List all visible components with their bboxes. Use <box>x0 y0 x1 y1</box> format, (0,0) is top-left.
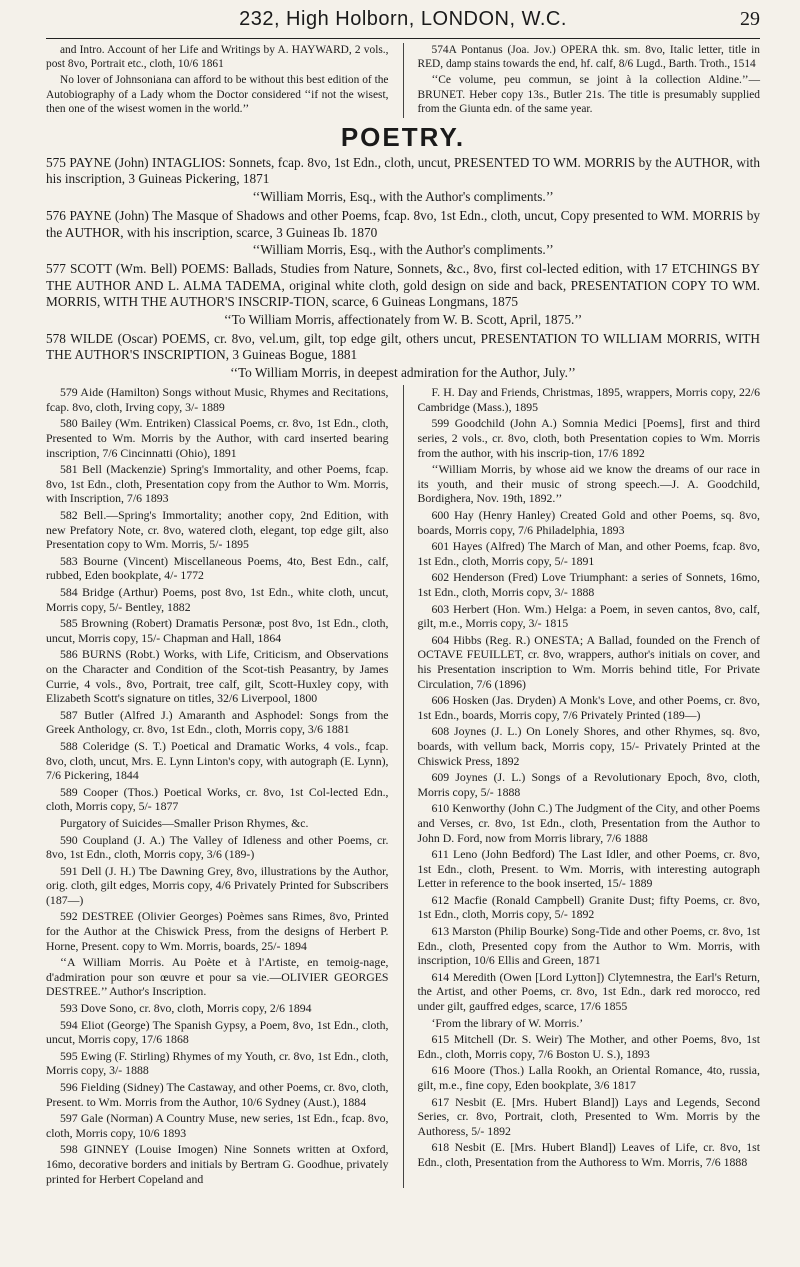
section-title: POETRY. <box>340 122 466 153</box>
list-item: 612 Macfie (Ronald Campbell) Granite Dust; fifty Poems, cr. 8vo, 1st Edn., cloth, Morris copy, 5/- 1892 <box>417 892 760 922</box>
column-divider <box>403 385 404 1188</box>
list-item: 592 DESTREE (Olivier Georges) Poèmes sans Rimes, 8vo, Printed for the Author at the Chiswick Press, from the designs of Herbert P. Horne, Present. copy to Wm. Morris, boards, 25/- 1894 <box>46 909 389 953</box>
list-item: 598 GINNEY (Louise Imogen) Nine Sonnets written at Oxford, 16mo, decorative borders and initials by Bertram G. Goodhue, privately printed for Herbert Copeland and <box>46 1142 389 1186</box>
list-item: F. H. Day and Friends, Christmas, 1895, wrappers, Morris copy, 22/6 Cambridge (Mass.), 1895 <box>417 385 760 414</box>
poetry-full-width <box>46 155 760 381</box>
inscription-577: ‘‘To William Morris, affectionately from W. B. Scott, April, 1875.’’ <box>223 311 583 327</box>
list-item: 606 Hosken (Jas. Dryden) A Monk's Love, and other Poems, cr. 8vo, 1st Edn., boards, Morris copy, 7/6 Privately Printed (189—) <box>417 693 760 722</box>
list-item: 588 Coleridge (S. T.) Poetical and Dramatic Works, 4 vols., fcap. 8vo, cloth, uncut, Mrs. E. Lynn Linton's copy, with autograph (E. Lynn), 7/6 Pickering, 1844 <box>46 738 389 783</box>
inscription-575: ‘‘William Morris, Esq., with the Author's compliments.’’ <box>252 188 554 204</box>
entry-576: 576 PAYNE (John) The Masque of Shadows and other Poems, fcap. 8vo, 1st Edn., cloth, uncut, Copy presented to WM. MORRIS by the AUTHOR, with his inscription, scarce, 3 Guineas Ib. 1870 <box>46 208 760 240</box>
list-item: 581 Bell (Mackenzie) Spring's Immortality, and other Poems, fcap. 8vo, 1st Edn., cloth, Presentation copy from the Author to Wm. Morris, with Inscription, 7/6 1893 <box>46 462 389 506</box>
list-item: 591 Dell (J. H.) Tbe Dawning Grey, 8vo, illustrations by the Author, orig. cloth, gilt edges, Morris copy, 4/6 Privately Printed for Subscribers (187—) <box>46 863 389 907</box>
list-item: 610 Kenworthy (John C.) The Judgment of the City, and other Poems and Verses, cr. 8vo, 1st Edn., cloth, Presentation from the Author to John D. Ford, now from Morris library, 7/6 1888 <box>417 801 760 845</box>
intro-left-note: No lover of Johnsoniana can afford to be without this best edition of the Autobiography of a Lady whom the Doctor considered ‘‘if not the wisest, then one of the wisest women in the world.’’ <box>46 74 389 115</box>
list-item: 599 Goodchild (John A.) Somnia Medici [Poems], first and third series, 2 vols., cr. 8vo, cloth, both Presentation copies to Wm. Morris from the author, with his inscrip-tion, 17/6 1892 <box>417 416 760 460</box>
running-header <box>46 0 760 38</box>
list-item: 586 BURNS (Robt.) Works, with Life, Criticism, and Observations on the Character and Condition of the Scot-tish Peasantry, by James Currie, 4 vols., 8vo, Portrait, tree calf, gilt, Scott-Huxley copy, with Elizabeth Scott's signature on titles, 32/6 Liverpool, 1800 <box>46 647 389 706</box>
column-divider <box>403 43 404 118</box>
list-item: 593 Dove Sono, cr. 8vo, cloth, Morris copy, 2/6 1894 <box>60 1001 312 1016</box>
entry-577: 577 SCOTT (Wm. Bell) POEMS: Ballads, Studies from Nature, Sonnets, &c., 8vo, first col-lected edition, with 17 ETCHINGS BY THE AUTHOR AND L. ALMA TADEMA, original white cloth, gold design on side and back, PRESENTATION COPY TO WM. MORRIS, WITH THE AUTHOR'S INSCRIP-TION, scarce, 6 Guineas Longmans, 1875 <box>46 261 760 310</box>
intro-columns <box>46 43 760 118</box>
list-item: 609 Joynes (J. L.) Songs of a Revolutionary Epoch, 8vo, cloth, Morris copy, 5/- 1888 <box>417 770 760 799</box>
header-rule <box>46 38 760 39</box>
list-item: 603 Herbert (Hon. Wm.) Helga: a Poem, in seven cantos, 8vo, calf, gilt, m.e., Morris copy, 3/- 1815 <box>417 601 760 631</box>
list-item: 617 Nesbit (E. [Mrs. Hubert Bland]) Lays and Legends, Second Series, cr. 8vo, Portrait, cloth, Presented to Wm. Morris by the Authoress, 5/- 1892 <box>417 1094 760 1138</box>
list-item: 589 Cooper (Thos.) Poetical Works, cr. 8vo, 1st Col-lected Edn., cloth, Morris copy, 5/- 1877 <box>46 784 389 814</box>
list-item: 614 Meredith (Owen [Lord Lytton]) Clytemnestra, the Earl's Return, the Artist, and other Poems, cr. 8vo, 1st Edn., dark red morocco, red under gilt, gauffred edges, scarce, 17/6 1855 <box>417 969 760 1014</box>
list-item: 584 Bridge (Arthur) Poems, post 8vo, 1st Edn., white cloth, uncut, Morris copy, 5/- Bentley, 1882 <box>46 585 389 614</box>
intro-left-entry: and Intro. Account of her Life and Writings by A. HAYWARD, 2 vols., post 8vo, Portrait etc., cloth, 10/6 1861 <box>46 44 389 71</box>
header-title: 232, High Holborn, LONDON, W.C. <box>239 8 567 30</box>
list-item: 587 Butler (Alfred J.) Amaranth and Asphodel: Songs from the Greek Anthology, cr. 8vo, 1st Edn., cloth, Morris copy, 3/6 1881 <box>46 707 389 737</box>
intro-left <box>46 43 389 118</box>
list-item: 615 Mitchell (Dr. S. Weir) The Mother, and other Poems, 8vo, 1st Edn., cloth, Morris copy, 7/6 Boston U. S.), 1893 <box>417 1032 760 1061</box>
list-item: 611 Leno (John Bedford) The Last Idler, and other Poems, cr. 8vo, 1st Edn., cloth, Present. to Wm. Morris, with interesting autograph Letter in reference to the book inserted, 15/- 1889 <box>417 847 760 891</box>
list-item: 601 Hayes (Alfred) The March of Man, and other Poems, fcap. 8vo, 1st Edn., cloth, Morris copy, 5/- 1891 <box>417 539 760 568</box>
list-item: 600 Hay (Henry Hanley) Created Gold and other Poems, sq. 8vo, boards, Morris copy, 7/6 Philadelphia, 1893 <box>417 508 760 537</box>
poetry-columns <box>46 385 760 1188</box>
list-item: Purgatory of Suicides—Smaller Prison Rhymes, &c. <box>60 815 309 830</box>
left-column <box>46 385 389 1188</box>
entry-578: 578 WILDE (Oscar) POEMS, cr. 8vo, vel.um, gilt, top edge gilt, others uncut, PRESENTATION TO WILLIAM MORRIS, WITH THE AUTHOR'S INSCRIPTION, 3 Guineas Bogue, 1881 <box>46 331 760 363</box>
list-item: ‘From the library of W. Morris.’ <box>431 1015 584 1030</box>
list-item: 583 Bourne (Vincent) Miscellaneous Poems, 4to, Best Edn., calf, rubbed, Eden bookplate, 4/- 1772 <box>46 553 389 583</box>
list-item: 616 Moore (Thos.) Lalla Rookh, an Oriental Romance, 4to, russia, gilt, m.e., fine copy, Eden bookplate, 3/6 1817 <box>417 1063 760 1093</box>
list-item: 602 Henderson (Fred) Love Triumphant: a series of Sonnets, 16mo, 1st Edn., cloth, Morris copv, 3/- 1888 <box>417 570 760 600</box>
right-column <box>418 385 761 1188</box>
list-item: 618 Nesbit (E. [Mrs. Hubert Bland]) Leaves of Life, cr. 8vo, 1st Edn., cloth, Presentation from the Authoress to Wm. Morris, 7/6 1888 <box>417 1140 760 1169</box>
entry-575: 575 PAYNE (John) INTAGLIOS: Sonnets, fcap. 8vo, 1st Edn., cloth, uncut, PRESENTED TO WM. MORRIS by the AUTHOR, with his inscription, 3 Guineas Pickering, 1871 <box>46 155 760 187</box>
list-item: 596 Fielding (Sidney) The Castaway, and other Poems, cr. 8vo, cloth, Present. to Wm. Morris from the Author, 10/6 Sydney (Aust.), 1884 <box>46 1080 389 1109</box>
list-item: 590 Coupland (J. A.) The Valley of Idleness and other Poems, cr. 8vo, 1st Edn., cloth, Morris copy, 3/6 (189-) <box>46 832 389 862</box>
inscription-578: ‘‘To William Morris, in deepest admiration for the Author, July.’’ <box>230 364 576 380</box>
list-item: 594 Eliot (George) The Spanish Gypsy, a Poem, 8vo, 1st Edn., cloth, uncut, Morris copy, 17/6 1868 <box>46 1017 389 1047</box>
list-item: 604 Hibbs (Reg. R.) ONESTA; A Ballad, founded on the French of OCTAVE FEUILLET, cr. 8vo, wrappers, author's initials on cover, and his Presentation inscription to Wm. Morris behind title, For Private Circulation, 7/6 (1896) <box>417 632 760 691</box>
list-item: 585 Browning (Robert) Dramatis Personæ, post 8vo, 1st Edn., cloth, uncut, Morris copy, 15/- Chapman and Hall, 1864 <box>46 616 389 645</box>
list-item: ‘‘William Morris, by whose aid we know the dreams of our race in its youth, and their music of strong speech.—J. A. Goodchild, Bordighera, Nov. 19th, 1892.’’ <box>417 462 760 506</box>
list-item: 597 Gale (Norman) A Country Muse, new series, 1st Edn., fcap. 8vo, cloth, Morris copy, 10/6 1893 <box>46 1111 389 1140</box>
list-item: 582 Bell.—Spring's Immortality; another copy, 2nd Edition, with new Prefatory Note, cr. 8vo, watered cloth, elegant, top edge gilt, also Presentation copy to Wm. Morris, 5/- 1895 <box>46 508 389 552</box>
intro-right-note: ‘‘Ce volume, peu commun, se joint à la collection Aldine.’’—BRUNET. Heber copy 13s., Butler 21s. The title is presumably supplied from the Giunta edn. of the same year. <box>417 74 760 115</box>
list-item: 608 Joynes (J. L.) On Lonely Shores, and other Rhymes, sq. 8vo, boards, with vellum back, Morris copy, 15/- Privately Printed at the Chiswick Press, 1892 <box>417 724 760 768</box>
list-item: ‘‘A William Morris. Au Poète et à l'Artiste, en temoig-nage, d'admiration pour son œuvre et pour sa vie.—OLIVIER GEORGES DESTREE.’’ Author's Inscription. <box>46 955 389 999</box>
list-item: 595 Ewing (F. Stirling) Rhymes of my Youth, cr. 8vo, 1st Edn., cloth, Morris copy, 3/- 1888 <box>46 1048 389 1078</box>
intro-right-entry: 574A Pontanus (Joa. Jov.) OPERA thk. sm. 8vo, Italic letter, title in RED, damp stains towards the end, hf. calf, 8/6 Lugd., Barth. Troth., 1514 <box>417 44 760 71</box>
list-item: 579 Aide (Hamilton) Songs without Music, Rhymes and Recitations, fcap. 8vo, cloth, Irving copy, 3/- 1889 <box>46 385 389 414</box>
page-number: 29 <box>740 8 760 30</box>
list-item: 580 Bailey (Wm. Entriken) Classical Poems, cr. 8vo, 1st Edn., cloth, Presented to Wm. Morris by the Author, with card inserted bearing inscription, 7/6 Cincinnatti (Ohio), 1891 <box>46 416 389 460</box>
list-item: 613 Marston (Philip Bourke) Song-Tide and other Poems, cr. 8vo, 1st Edn., cloth, Presented copy from the Author to Wm. Morris, with inscription, 10/6 Ellis and Green, 1871 <box>417 924 760 968</box>
inscription-576: ‘‘William Morris, Esq., with the Author's compliments.’’ <box>252 242 554 258</box>
intro-right <box>418 43 761 118</box>
